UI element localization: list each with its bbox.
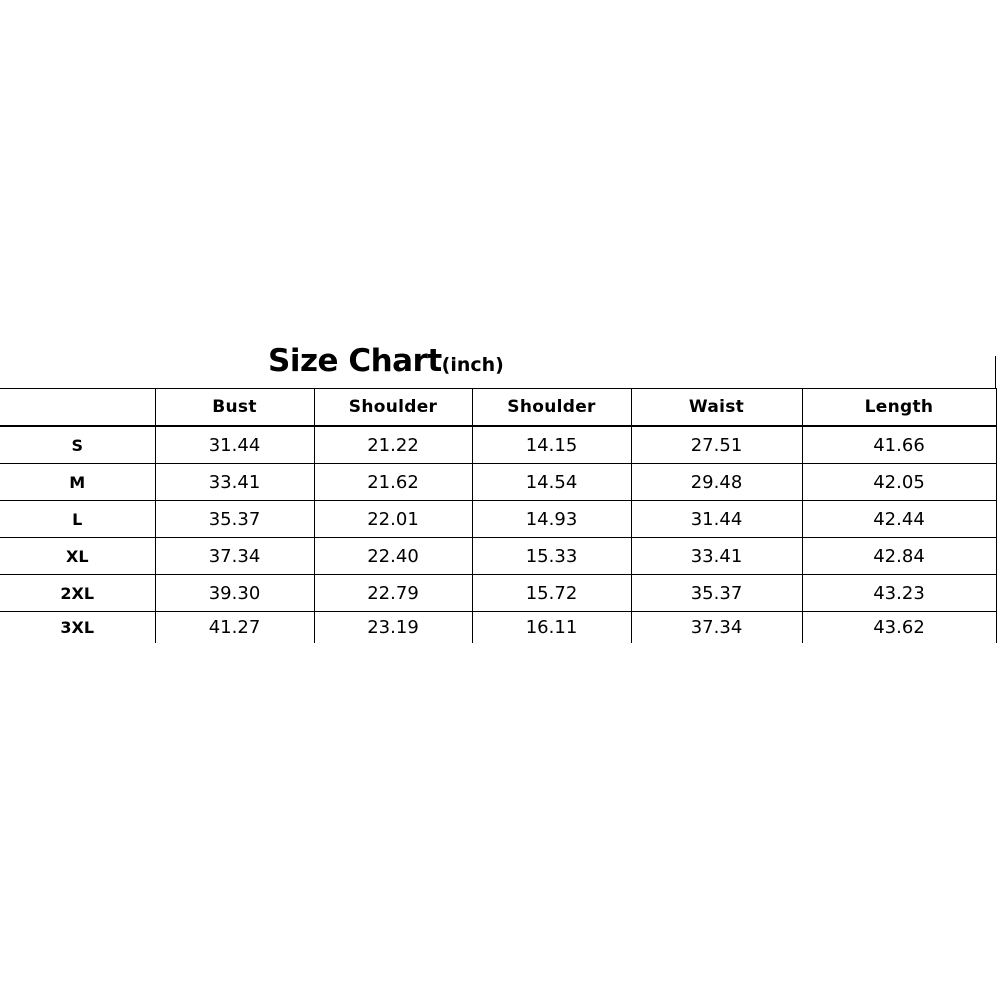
size-label: S — [0, 426, 155, 464]
size-label: 2XL — [0, 575, 155, 612]
chart-title — [268, 343, 504, 379]
size-table — [0, 388, 997, 643]
header-cell-length: Length — [802, 389, 996, 427]
length-value: 42.05 — [802, 464, 996, 501]
header-cell-shoulder: Shoulder — [314, 389, 472, 427]
shoulder-2-value: 15.72 — [472, 575, 631, 612]
length-value: 43.23 — [802, 575, 996, 612]
size-label: 3XL — [60, 618, 95, 637]
table-row — [0, 575, 996, 612]
table-row — [0, 426, 996, 464]
shoulder-value: 22.79 — [314, 575, 472, 612]
shoulder-2-value: 14.54 — [472, 464, 631, 501]
shoulder-2-value: 14.93 — [472, 501, 631, 538]
shoulder-value: 22.40 — [314, 538, 472, 575]
header-cell-size — [0, 389, 155, 427]
shoulder-value: 22.01 — [314, 501, 472, 538]
table-row — [0, 501, 996, 538]
chart-title-text: Size Chart — [268, 343, 442, 379]
size-label: L — [0, 501, 155, 538]
shoulder-value: 23.19 — [314, 612, 472, 644]
table-row — [0, 612, 996, 644]
bust-value: 33.41 — [155, 464, 314, 501]
table-row — [0, 538, 996, 575]
length-value: 43.62 — [802, 612, 996, 644]
shoulder-value: 21.62 — [314, 464, 472, 501]
bust-value: 41.27 — [155, 612, 314, 644]
length-value: 41.66 — [802, 426, 996, 464]
shoulder-2-value: 16.11 — [472, 612, 631, 644]
bust-value: 37.34 — [155, 538, 314, 575]
table-header-row — [0, 389, 996, 427]
bust-value: 31.44 — [155, 426, 314, 464]
shoulder-2-value: 14.15 — [472, 426, 631, 464]
waist-value: 29.48 — [631, 464, 802, 501]
shoulder-value: 21.22 — [314, 426, 472, 464]
header-cell-bust: Bust — [155, 389, 314, 427]
waist-value: 31.44 — [631, 501, 802, 538]
waist-value: 33.41 — [631, 538, 802, 575]
bust-value: 39.30 — [155, 575, 314, 612]
table-row — [0, 464, 996, 501]
size-label: M — [0, 464, 155, 501]
shoulder-2-value: 15.33 — [472, 538, 631, 575]
waist-value: 37.34 — [631, 612, 802, 644]
waist-value: 27.51 — [631, 426, 802, 464]
length-value: 42.84 — [802, 538, 996, 575]
header-cell-shoulder-2: Shoulder — [472, 389, 631, 427]
bust-value: 35.37 — [155, 501, 314, 538]
length-value: 42.44 — [802, 501, 996, 538]
size-label: XL — [0, 538, 155, 575]
table-right-border — [995, 356, 996, 388]
chart-title-unit: (inch) — [441, 354, 504, 376]
header-cell-waist: Waist — [631, 389, 802, 427]
waist-value: 35.37 — [631, 575, 802, 612]
